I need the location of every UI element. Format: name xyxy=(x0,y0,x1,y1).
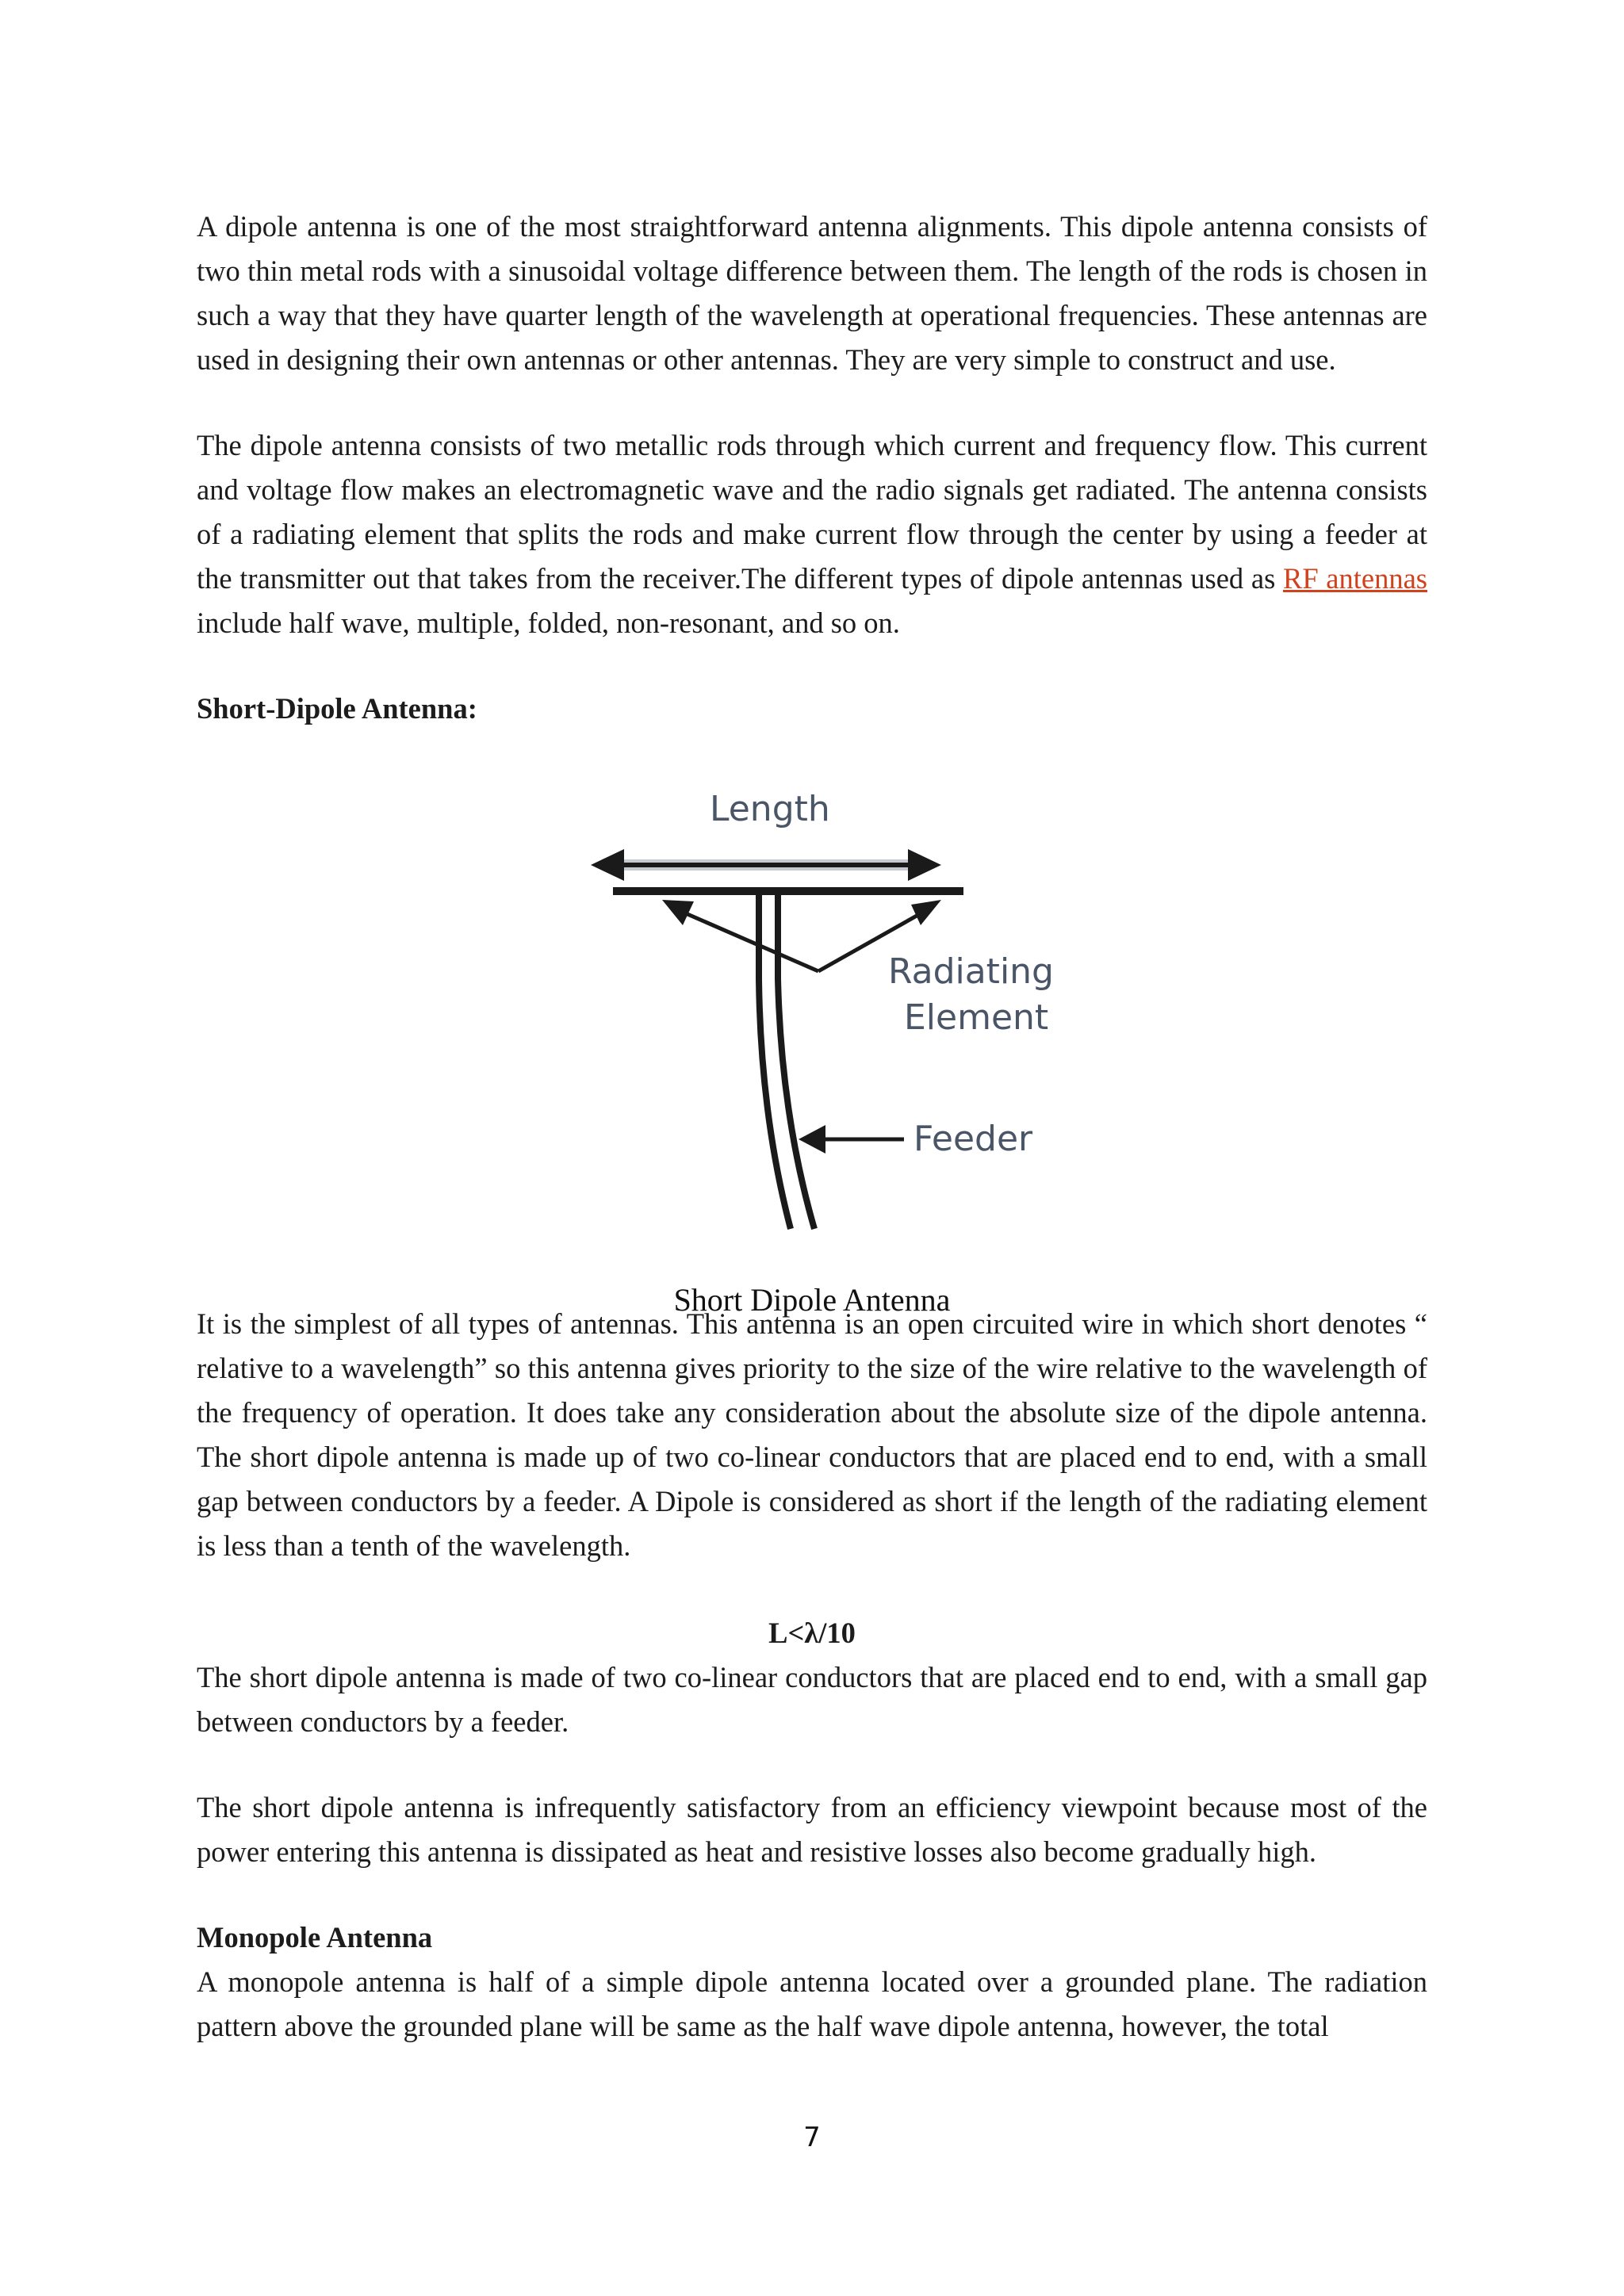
short-dipole-figure xyxy=(583,781,1122,1233)
radiating-label-line1: Radiating xyxy=(888,951,1054,992)
feeder-lines xyxy=(759,895,814,1229)
page-number: 7 xyxy=(803,2122,821,2153)
length-formula: L<λ/10 xyxy=(768,1617,856,1649)
conductors-paragraph: The short dipole antenna is made of two co-linear conductors that are placed end to end, with a small gap between conductors by a feeder. xyxy=(197,1661,1427,1738)
short-dipole-heading: Short-Dipole Antenna: xyxy=(197,692,477,725)
paragraph-text: include half wave, multiple, folded, non-resonant, and so on. xyxy=(197,607,900,639)
length-label: Length xyxy=(710,789,830,829)
monopole-heading: Monopole Antenna xyxy=(197,1921,433,1954)
radiating-label-line2: Element xyxy=(904,997,1049,1038)
rf-antennas-link[interactable]: RF antennas xyxy=(1282,562,1427,595)
feeder-arrow-icon xyxy=(799,1125,904,1154)
efficiency-paragraph: The short dipole antenna is infrequently satisfactory from an efficiency viewpoint because most of the power entering this antenna is dissipated as heat and resistive losses also become gradually high. xyxy=(197,1791,1427,1868)
paragraph-text: The dipole antenna consists of two metallic rods through which current and frequency flow. This current and voltage flow makes an electromagnetic wave and the radio signals get radiated. The antenna consists of a radiating element that splits the rods and make current flow through the center by using a feeder at the transmitter out that takes from the receiver.The different types of dipole antennas used as xyxy=(197,429,1427,595)
figure-caption: Short Dipole Antenna xyxy=(673,1282,951,1318)
dipole-diagram xyxy=(583,781,1122,1233)
length-arrow-icon xyxy=(591,849,941,881)
monopole-paragraph: A monopole antenna is half of a simple dipole antenna located over a grounded plane. The radiation pattern above the grounded plane will be same as the half wave dipole antenna, however, the total xyxy=(197,1965,1427,2042)
short-dipole-paragraph: It is the simplest of all types of antennas. This antenna is an open circuited wire in which short denotes “ relative to a wavelength” so this antenna gives priority to the size of the wire relative to the wavelength of the frequency of operation. It does take any consideration about the absolute size of the dipole antenna. The short dipole antenna is made up of two co-linear conductors that are placed end to end, with a small gap between conductors by a feeder. A Dipole is considered as short if the length of the radiating element is less than a tenth of the wavelength. xyxy=(197,1307,1427,1562)
radiating-element-rod xyxy=(613,887,963,895)
dipole-description-paragraph xyxy=(197,423,1427,645)
feeder-label: Feeder xyxy=(914,1119,1033,1159)
intro-paragraph: A dipole antenna is one of the most straightforward antenna alignments. This dipole antenna consists of two thin metal rods with a sinusoidal voltage difference between them. The length of the rods is chosen in such a way that they have quarter length of the wavelength at operational frequencies. These antennas are used in designing their own antennas or other antennas. They are very simple to construct and use. xyxy=(197,210,1427,376)
